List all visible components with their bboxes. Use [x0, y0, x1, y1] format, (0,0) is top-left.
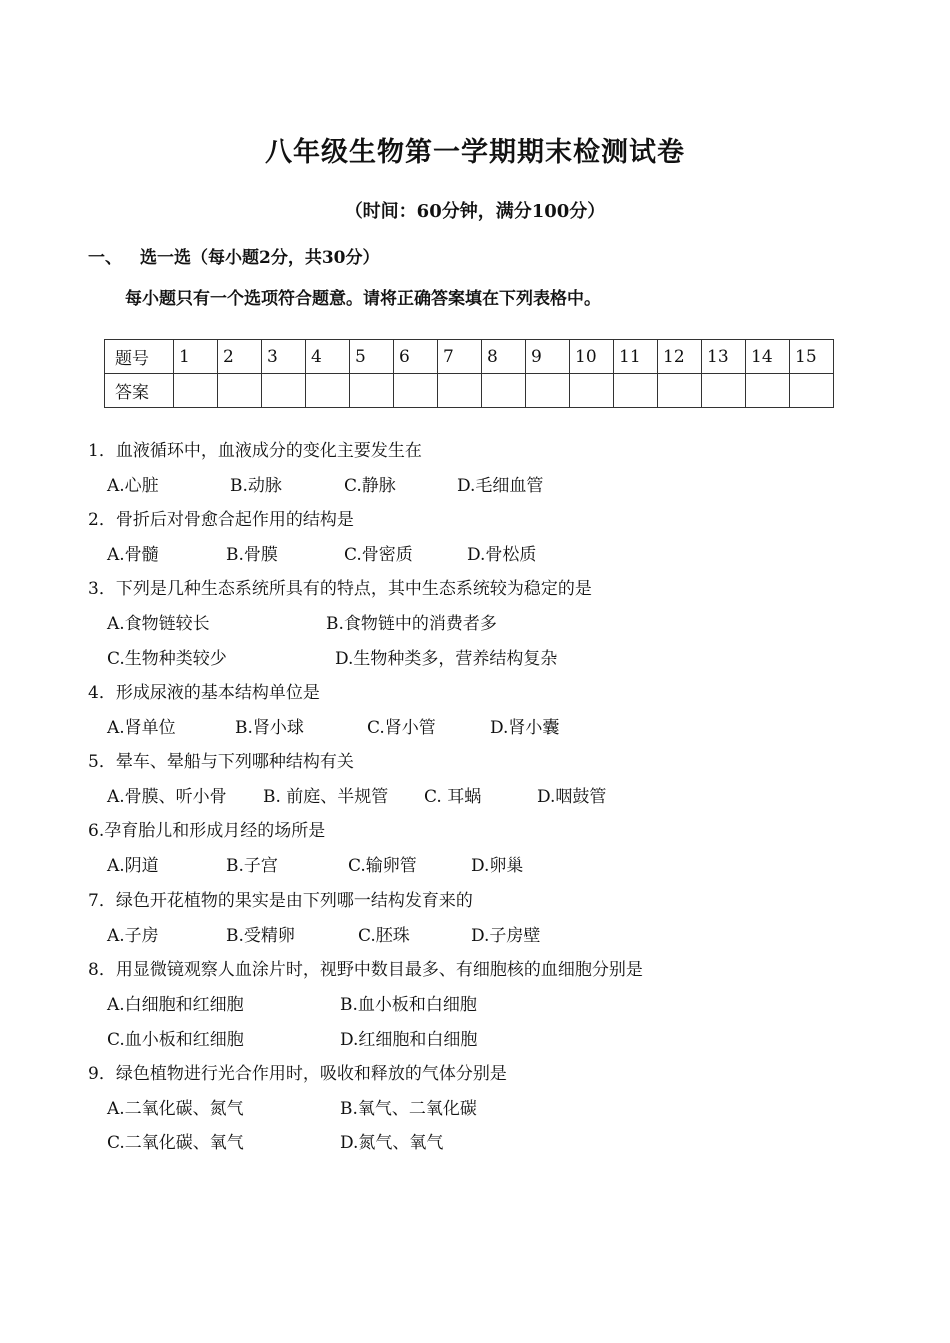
- number-cell: 5: [350, 340, 394, 374]
- number-cell: 4: [306, 340, 350, 374]
- row-label-number: 题号: [105, 340, 174, 374]
- q8-option-b: B.血小板和白细胞: [340, 995, 477, 1015]
- answer-cell[interactable]: [746, 374, 790, 408]
- number-cell: 9: [526, 340, 570, 374]
- q5-option-d: D.咽鼓管: [537, 787, 607, 807]
- number-cell: 7: [438, 340, 482, 374]
- answer-cell[interactable]: [262, 374, 306, 408]
- q8-option-c: C.血小板和红细胞: [107, 1030, 244, 1050]
- q2-option-a: A.骨髓: [107, 545, 159, 565]
- q9-option-a: A.二氧化碳、氮气: [107, 1099, 244, 1119]
- answer-cell[interactable]: [570, 374, 614, 408]
- answer-cell[interactable]: [438, 374, 482, 408]
- number-cell: 14: [746, 340, 790, 374]
- answer-cell[interactable]: [526, 374, 570, 408]
- answer-cell[interactable]: [218, 374, 262, 408]
- number-cell: 11: [614, 340, 658, 374]
- exam-info: （时间：60分钟，满分100分）: [344, 201, 606, 222]
- answer-table: [104, 339, 834, 408]
- number-cell: 12: [658, 340, 702, 374]
- q7-option-c: C.胚珠: [358, 926, 410, 946]
- q4-option-a: A.肾单位: [107, 718, 176, 738]
- answer-table-answer-row: [105, 374, 834, 408]
- q2-option-d: D.骨松质: [467, 545, 537, 565]
- q2-option-b: B.骨膜: [226, 545, 278, 565]
- q4-option-c: C.肾小管: [367, 718, 436, 738]
- number-cell: 10: [570, 340, 614, 374]
- question-4: 4．形成尿液的基本结构单位是: [88, 683, 320, 703]
- q8-option-d: D.红细胞和白细胞: [340, 1030, 478, 1050]
- question-9: 9．绿色植物进行光合作用时，吸收和释放的气体分别是: [88, 1064, 507, 1084]
- section-heading: [88, 243, 380, 268]
- number-cell: 13: [702, 340, 746, 374]
- q1-option-d: D.毛细血管: [457, 476, 544, 496]
- number-cell: 1: [174, 340, 218, 374]
- answer-cell[interactable]: [350, 374, 394, 408]
- section-number: 一、: [88, 248, 122, 268]
- row-label-answer: 答案: [105, 374, 174, 408]
- section-title: 选一选（每小题2分，共30分）: [140, 248, 380, 268]
- q8-option-a: A.白细胞和红细胞: [107, 995, 244, 1015]
- q4-option-b: B.肾小球: [235, 718, 304, 738]
- q2-option-c: C.骨密质: [344, 545, 413, 565]
- q7-option-d: D.子房壁: [471, 926, 541, 946]
- q1-option-a: A.心脏: [107, 476, 159, 496]
- q6-option-c: C.输卵管: [348, 856, 417, 876]
- answer-cell[interactable]: [306, 374, 350, 408]
- q5-option-c: C. 耳蜗: [424, 787, 482, 807]
- q4-option-d: D.肾小囊: [490, 718, 560, 738]
- q9-option-c: C.二氧化碳、氧气: [107, 1133, 244, 1153]
- q6-option-d: D.卵巢: [471, 856, 524, 876]
- number-cell: 3: [262, 340, 306, 374]
- q5-option-a: A.骨膜、听小骨: [107, 787, 227, 807]
- question-3: 3．下列是几种生态系统所具有的特点，其中生态系统较为稳定的是: [88, 579, 592, 599]
- q6-option-a: A.阴道: [107, 856, 159, 876]
- question-1: 1．血液循环中，血液成分的变化主要发生在: [88, 441, 422, 461]
- q5-option-b: B. 前庭、半规管: [263, 787, 389, 807]
- number-cell: 2: [218, 340, 262, 374]
- q6-option-b: B.子宫: [226, 856, 278, 876]
- answer-cell[interactable]: [658, 374, 702, 408]
- q9-option-b: B.氧气、二氧化碳: [340, 1099, 477, 1119]
- answer-cell[interactable]: [790, 374, 834, 408]
- answer-cell[interactable]: [614, 374, 658, 408]
- answer-cell[interactable]: [482, 374, 526, 408]
- number-cell: 8: [482, 340, 526, 374]
- q1-option-b: B.动脉: [230, 476, 282, 496]
- question-7: 7．绿色开花植物的果实是由下列哪一结构发育来的: [88, 891, 473, 911]
- answer-cell[interactable]: [702, 374, 746, 408]
- number-cell: 15: [790, 340, 834, 374]
- q9-option-d: D.氮气、氧气: [340, 1133, 444, 1153]
- question-6: 6.孕育胎儿和形成月经的场所是: [88, 821, 326, 841]
- answer-cell[interactable]: [174, 374, 218, 408]
- question-5: 5．晕车、晕船与下列哪种结构有关: [88, 752, 354, 772]
- answer-cell[interactable]: [394, 374, 438, 408]
- page-title: 八年级生物第一学期期末检测试卷: [265, 137, 685, 168]
- answer-table-number-row: [105, 340, 834, 374]
- q1-option-c: C.静脉: [344, 476, 396, 496]
- number-cell: 6: [394, 340, 438, 374]
- q3-option-b: B.食物链中的消费者多: [326, 614, 497, 634]
- instruction-text: 每小题只有一个选项符合题意。请将正确答案填在下列表格中。: [125, 289, 601, 309]
- q7-option-b: B.受精卵: [226, 926, 295, 946]
- q3-option-d: D.生物种类多，营养结构复杂: [335, 649, 558, 669]
- q3-option-c: C.生物种类较少: [107, 649, 227, 669]
- question-2: 2．骨折后对骨愈合起作用的结构是: [88, 510, 354, 530]
- question-8: 8．用显微镜观察人血涂片时，视野中数目最多、有细胞核的血细胞分别是: [88, 960, 643, 980]
- q3-option-a: A.食物链较长: [107, 614, 210, 634]
- q7-option-a: A.子房: [107, 926, 159, 946]
